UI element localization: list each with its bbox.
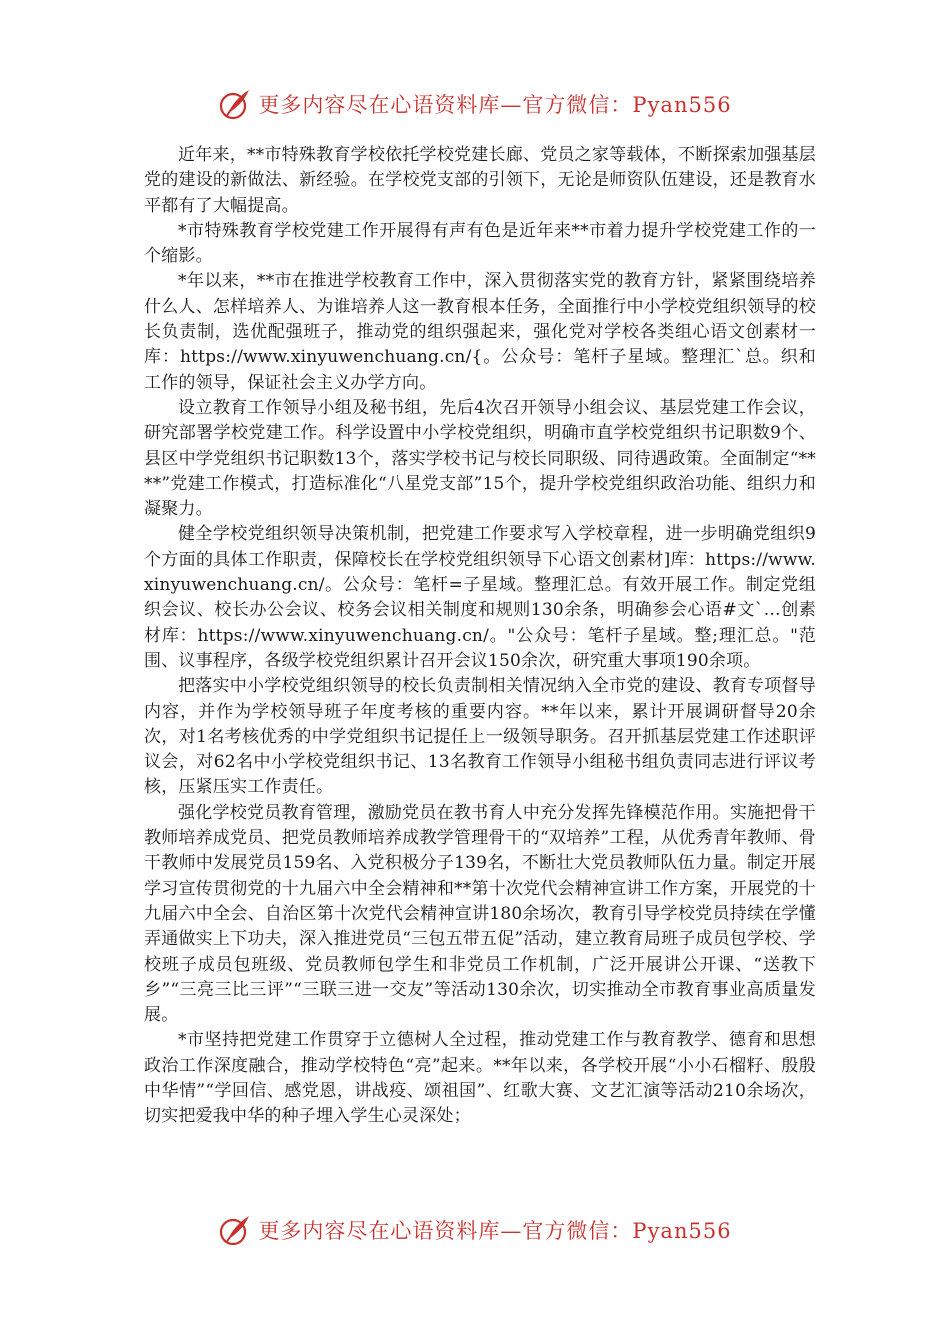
banner-text: 更多内容尽在心语资料库—官方微信：Pyan556 [258,93,732,117]
paragraph: *市特殊教育学校党建工作开展得有声有色是近年来**市着力提升学校党建工作的一个缩影。 [144,220,816,267]
paragraph: *市坚持把党建工作贯穿于立德树人全过程，推动党建工作与教育教学、德育和思想政治工作深度融合，推动学校特色“亮”起来。**年以来，各学校开展“小小石榴籽、殷殷中华情”“学回信、感党恩，讲战疫、颂祖国”、红歌大赛、文艺汇演等活动210余场次，切实把爱我中华的种子埋入学生心灵深处； [144,1030,816,1127]
paragraph: 强化学校党员教育管理，激励党员在教书育人中充分发挥先锋模范作用。实施把骨干教师培养成党员、把党员教师培养成教学管理骨干的“双培养”工程，从优秀青年教师、骨干教师中发展党员159名、入党积极分子139名，不断壮大党员教师队伍力量。制定开展学习宣传贯彻党的十九届六中全会精神和**第十次党代会精神宣讲工作方案，开展党的十九届六中全会、自治区第十次党代会精神宣讲180余场次，教育引导学校党员持续在学懂弄通做实上下功夫，深入推进党员“三包五带五促”活动，建立教育局班子成员包学校、学校班子成员包班级、党员教师包学生和非党员工作机制，广泛开展讲公开课、“送教下乡”“三亮三比三评”“三联三进一交友”等活动130余次，切实推动全市教育事业高质量发展。 [144,802,816,1026]
paragraph: 近年来，**市特殊教育学校依托学校党建长廊、党员之家等载体，不断探索加强基层党的建设的新做法、新经验。在学校党支部的引领下，无论是师资队伍建设，还是教育水平都有了大幅提高。 [144,145,816,216]
banner-text: 更多内容尽在心语资料库—官方微信：Pyan556 [258,1219,732,1243]
paragraph: 把落实中小学校党组织领导的校长负责制相关情况纳入全市党的建设、教育专项督导内容，并作为学校领导班子年度考核的重要内容。**年以来，累计开展调研督导20余次，对1名考核优秀的中学党组织书记提任上一级领导职务。召开抓基层党建工作述职评议会，对62名中小学校党组织书记、13名教育工作领导小组秘书组负责同志进行评议考核，压紧压实工作责任。 [144,676,816,798]
article-body [144,143,816,1130]
quill-pen-icon [218,1213,252,1247]
quill-pen-icon [218,87,252,121]
header-banner [0,84,950,124]
paragraph: 设立教育工作领导小组及秘书组，先后4次召开领导小组会议、基层党建工作会议，研究部署学校党建工作。科学设置中小学校党组织，明确市直学校党组织书记职数9个、县区中学党组织书记职数13个，落实学校书记与校长同职级、同待遇政策。全面制定“****”党建工作模式，打造标准化“八星党支部”15个，提升学校党组织政治功能、组织力和凝聚力。 [144,397,816,520]
footer-banner [0,1210,950,1250]
paragraph: 健全学校党组织领导决策机制，把党建工作要求写入学校章程，进一步明确党组织9个方面的具体工作职责，保障校长在学校党组织领导下心语文创素材]库：https://www.xinyuwenchuang.cn/。公众号：笔杆=子星域。整理汇总。有效开展工作。制定党组织会议、校长办公会议、校务会议相关制度和规则130余条，明确参会心语#文`…创素材库：https://www.xinyuwenchuang.cn/。"公众号：笔杆子星域。整;理汇总。"范围、议事程序，各级学校党组织累计召开会议150余次，研究重大事项190余项。 [144,524,816,671]
paragraph: *年以来，**市在推进学校教育工作中，深入贯彻落实党的教育方针，紧紧围绕培养什么人、怎样培养人、为谁培养人这一教育根本任务，全面推行中小学校党组织领导的校长负责制，选优配强班子，推动党的组织强起来，强化党对学校各类组心语文创素材一库：https://www.xinyuwenchuang.cn/{。公众号：笔杆子星域。整理汇`总。织和工作的领导，保证社会主义办学方向。 [144,271,816,393]
